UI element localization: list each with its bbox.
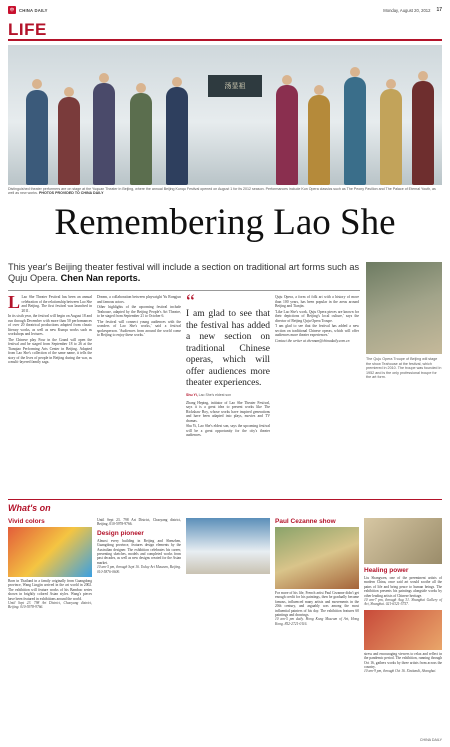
- newspaper-name: CHINA DAILY: [19, 7, 48, 13]
- performer-figure: [412, 81, 434, 185]
- event-design-pioneer: [97, 518, 181, 574]
- event-body: For more of his life, French artist Paul Cezanne didn't get enough credit for his paintings, then he gradually became famous, influenced many artists and movements in the 20th century, and arguably was among the most influential painters of his day. The exhibition features 60 paintings and drawings.: [275, 591, 359, 618]
- article-column-1: [8, 292, 92, 366]
- event-healing-power: [364, 518, 442, 674]
- article-column-2: [97, 295, 181, 339]
- event-intro: Until Sept 23. 798 Art District, Chaoyang district, Beijing. 010-5978-9766.: [97, 518, 181, 527]
- event-info: Until Sept 23. 798 Art District, Chaoyang district, Beijing. 010-5978-9766.: [8, 601, 92, 610]
- article-column-4: [275, 295, 359, 344]
- performer-figure: [26, 90, 48, 185]
- performer-head: [32, 79, 42, 89]
- red-artwork: [364, 610, 442, 650]
- china-daily-logo-icon: 中: [10, 7, 14, 12]
- pull-quote-name: Shu Yi,: [186, 392, 198, 397]
- event-body: Born in Thailand in a family originally from Guangdong province, Wang Lingjin arrived in the art world in 2002. The exhibition will feature works of his Bamboo series shown in brightly colored Asian styles. Wang's pieces have been featured in exhibitions around the world.: [8, 579, 92, 601]
- pull-quote-role: Lao She's eldest son: [198, 392, 232, 397]
- article-headline: Remembering Lao She: [54, 202, 396, 243]
- event-title: Vivid colors: [8, 518, 45, 525]
- performer-figure: [380, 89, 402, 185]
- event-info: 10 am-5 pm, through Sept 16. Today Art Museum, Beijing. 010-5876-0600.: [97, 565, 181, 574]
- event-title: Healing power: [364, 567, 409, 574]
- performer-figure: [308, 95, 330, 185]
- performer-head: [314, 85, 324, 95]
- paragraph: In its sixth year, the festival will begin on August 18 and run through December with more than 50 performances of over 20 theatrical productions adapted from classic literary works, as well as new Kunqu works such as workshops and lectures.: [8, 314, 92, 336]
- section-rule: [8, 39, 442, 41]
- event-info: 10 am-5 pm daily. Hong Kong Museum of Art, Hong Kong. 852-2721-0116.: [275, 617, 359, 626]
- building-photo: [186, 518, 270, 574]
- drop-cap: L: [8, 292, 21, 312]
- headline-rule: [8, 290, 360, 291]
- event-paul-cezanne: [275, 518, 359, 626]
- byline: Chen Nan reports.: [60, 273, 141, 283]
- whats-on-rule: [8, 499, 442, 500]
- pull-quote-attribution: [186, 393, 270, 397]
- cezanne-painting: [275, 527, 359, 589]
- event-title: Design pioneer: [97, 529, 144, 537]
- paragraph: Zhang Heping, initiator of Lao She Theater Festival, says it is a great idea to present works like The Rickshaw Boy, whose works have inspired generations and have been adapted into plays, movies and TV dramas.: [186, 400, 270, 423]
- quote-mark-icon: “: [186, 291, 195, 313]
- masthead: [8, 4, 442, 16]
- event-body: stress and encouraging viewers to relax and reflect in the pandemic period. The exhibition, running through Oct 16, gathers works by three artists from across the country.: [364, 651, 442, 670]
- performer-figure: [93, 83, 115, 185]
- photo-caption: [8, 187, 442, 196]
- paragraph: The Chinese play Four in the Grand will open the festival and be staged from September 18 to 26 at the Tianqiao Performing Arts Center in Beijing. Adapted from Lao She's collection of the same name, it tells the story of the lives of people in Beijing during the war, as a multi-layered family saga.: [8, 337, 92, 364]
- event-info: 10 am-9 pm, through Oct 16. Xintiandi, Shanghai.: [364, 669, 437, 674]
- performer-head: [386, 79, 396, 89]
- issue-date: Monday, August 20, 2012: [383, 7, 431, 13]
- whats-on-title: What's on: [8, 503, 51, 513]
- article-column-3: [186, 291, 270, 439]
- healing-artwork: [364, 518, 442, 564]
- footer-paper-name: CHINA DAILY: [419, 738, 442, 742]
- performer-head: [282, 75, 292, 85]
- pull-quote: I am glad to see that the festival has added a new section on traditional Chinese operas, which will offer audiences more theater experiences.: [186, 309, 270, 388]
- performer-head: [64, 87, 74, 97]
- article-standfirst: [8, 262, 360, 284]
- paragraph: Other highlights of the upcoming festival include Teahouse, adapted by the Beijing People's Art Theatre, to be staged from September 21 to October 6.: [97, 305, 181, 318]
- paragraph: Quju Opera, a form of folk art with a history of more than 100 years, has been popular in the areas around Beijing and Tianjin.: [275, 295, 359, 308]
- performer-figure: [344, 77, 366, 185]
- vivid-colors-artwork: [8, 527, 92, 577]
- standfirst-text: This year's Beijing theater festival will include a section on traditional art forms such as Quju Opera.: [8, 262, 360, 283]
- page-number: 17: [436, 7, 442, 13]
- event-design-image: [186, 518, 270, 576]
- stage-sign: 汤显祖: [208, 75, 262, 97]
- paragraph: Dream, a collaboration between playwright Yu Rongjun and famous actors.: [97, 295, 181, 304]
- performer-figure: [58, 97, 80, 185]
- opera-stage-photo: [8, 45, 442, 185]
- performer-figure: [166, 87, 188, 185]
- performer-head: [136, 83, 146, 93]
- paragraph: L Lao She Theater Festival has been an annual celebration of the relationship between Lao She and Beijing. The first festival was launched in 2011.: [8, 292, 92, 313]
- section-title: LIFE: [8, 20, 47, 39]
- event-body: Almost every building in Beijing and Shenzhen, Guangdong province, features design elements by the Australian designer. The exhibition celebrates his career, presenting sketches, models and completed works from past decades, as well as new designs created for the Asian market.: [97, 538, 181, 565]
- event-vivid-colors: [8, 518, 92, 610]
- paragraph: 'Like Lao She's work, Quju Opera pieces are known for their depictions of Beijing's local culture,' says the director of Beijing Quju Opera Troupe.: [275, 309, 359, 323]
- event-body: Liu Shangwen, one of the preeminent artists of modern China, once said art would soothe all the pains of life and bring peace to human beings. The exhibition presents his paintings alongside works by other leading artists of Chinese heritage.: [364, 576, 442, 598]
- contact-writer: Contact the writer at chennan@chinadaily.com.cn: [275, 338, 350, 343]
- performer-figure: [276, 85, 298, 185]
- performer-figure: [130, 93, 152, 185]
- quju-opera-photo: [366, 262, 442, 354]
- paragraph: 'The festival will connect young audiences with the wonders of Lao She's works,' said a festival spokesperson. 'Audiences from around the world come to Beijing to enjoy these works.': [97, 319, 181, 337]
- paragraph: Shu Yi, Lao She's eldest son, says the upcoming festival will be a great opportunity for the city's theater audiences.: [186, 424, 270, 438]
- performer-head: [418, 71, 428, 81]
- event-info: 10 am-7 pm, through Aug 31. Shanghai Gallery of Art, Shanghai. 021-6321-5757.: [364, 598, 442, 607]
- side-photo-caption: The Quju Opera Troupe of Beijing will stage the show Teahouse at the festival, which premiered in 2010. The troupe was founded in 1952 and is the only professional troupe for the art form.: [366, 357, 442, 380]
- paragraph: 'I am glad to see that the festival has added a new section on traditional Chinese operas, which will offer audiences more theater experiences.': [275, 324, 359, 337]
- event-title: Paul Cezanne show: [275, 518, 336, 525]
- performer-head: [99, 73, 109, 83]
- performer-head: [350, 67, 360, 77]
- performer-head: [172, 77, 182, 87]
- photo-caption-text: Distinguished theater performers are on stage at the Yuquan Theater in Beijing, where the annual Beijing Kunqu Festival opened on August 1 for its 2012 season. Performances include Kun Opera classics such as The Peony Pavilion and The Palace of Eternal Youth, as well as new works.: [8, 187, 436, 196]
- photo-credit: PHOTOS PROVIDED TO CHINA DAILY: [38, 191, 104, 196]
